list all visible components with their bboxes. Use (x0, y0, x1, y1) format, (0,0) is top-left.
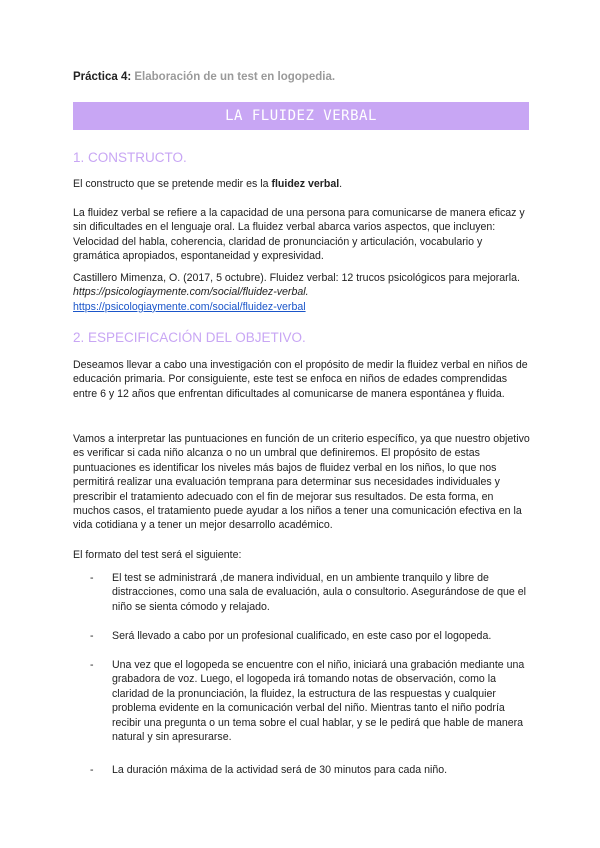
bullet-dash: - (90, 764, 94, 776)
practice-label: Práctica 4: (73, 71, 132, 83)
bullet-dash: - (90, 630, 94, 642)
list-item-text: Será llevado a cabo por un profesional cualificado, en este caso por el logopeda. (112, 630, 492, 642)
citation-link[interactable]: https://psicologiaymente.com/social/fluidez-verbal (73, 300, 306, 313)
list-item-text: La duración máxima de la actividad será de 30 minutos para cada niño. (112, 764, 448, 776)
citation-text: Castillero Mimenza, O. (2017, 5 octubre). Fluidez verbal: 12 trucos psicológicos para mejorarla. (73, 272, 520, 284)
construct-intro-post: . (339, 178, 343, 190)
construct-paragraph: La fluidez verbal se refiere a la capacidad de una persona para comunicarse de manera eficaz y sin dificultades en el lenguaje oral. La fluidez verbal abarca varios aspectos, que incluyen: Velocidad del habla, coherencia, claridad de pronunciación y articulación, vocabulario y gramática apropiados, espontaneidad y expresividad. (73, 207, 525, 263)
practice-header (73, 71, 335, 83)
objective-paragraph-1: Deseamos llevar a cabo una investigación con el propósito de medir la fluidez verbal en niños de educación primaria. Por consiguiente, este test se enfoca en niños de edades comprendidas entre 6 y 12 años que enfrentan dificultades al comunicarse de manera espontánea y fluida. (73, 359, 528, 400)
list-item-text: El test se administrará ,de manera individual, en un ambiente tranquilo y libre de distracciones, como una sala de evaluación, aula o consultorio. Asegurándose de que el niño se sienta cómodo y relajado. (112, 572, 527, 613)
citation (73, 271, 531, 314)
citation-italic: https://psicologiaymente.com/social/fluidez-verbal. (73, 286, 309, 299)
title-banner: LA FLUIDEZ VERBAL (73, 102, 529, 130)
section1-heading: 1. CONSTRUCTO. (73, 150, 187, 165)
bullet-dash: - (90, 572, 94, 584)
format-intro: El formato del test será el siguiente: (73, 549, 242, 561)
section2-heading: 2. ESPECIFICACIÓN DEL OBJETIVO. (73, 330, 306, 345)
practice-title: Elaboración de un test en logopedia. (134, 71, 336, 83)
construct-intro-bold: fluidez verbal (271, 178, 340, 190)
construct-intro-pre: El constructo que se pretende medir es la (73, 178, 272, 190)
bullet-dash: - (90, 659, 94, 671)
construct-intro (73, 177, 531, 191)
list-item-text: Una vez que el logopeda se encuentre con el niño, iniciará una grabación mediante una grabadora de voz. Luego, el logopeda irá tomando notas de observación, como la claridad de la pronunciación, la fluidez, la estructura de las respuestas y cualquier problema evidente en la comunicación verbal del niño. Mientras tanto el niño podría recibir una pregunta o un tema sobre el cual hablar, y se le pedirá que hable de manera natural y sin apresurarse. (112, 659, 525, 744)
objective-paragraph-2: Vamos a interpretar las puntuaciones en función de un criterio específico, ya que nuestro objetivo es verificar si cada niño alcanza o no un umbral que definiremos. El propósito de estas puntuaciones es identificar los niveles más bajos de fluidez verbal en los niños, lo que nos permitirá realizar una evaluación temprana para determinar sus necesidades individuales y prescribir el tratamiento adecuado con el fin de mejorar sus resultados. De esta forma, en muchos casos, el tratamiento puede ayudar a los niños a tener una comunicación efectiva en la vida cotidiana y a tener un mejor desarrollo académico. (73, 433, 530, 532)
